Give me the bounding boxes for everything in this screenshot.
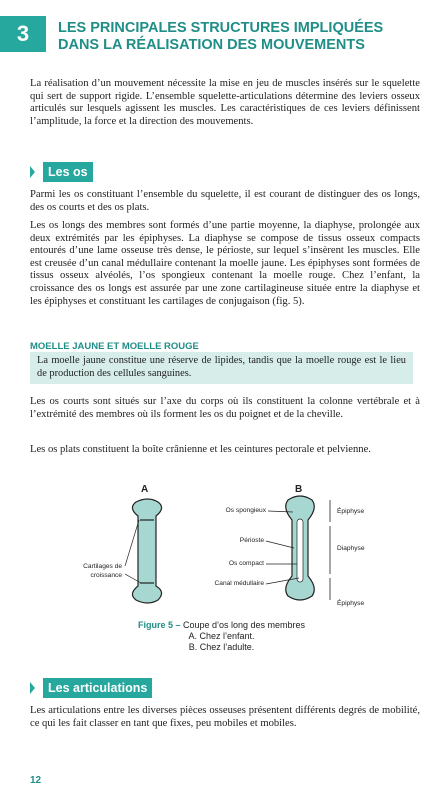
label-cartilages: Cartilages de croissance [83, 563, 122, 579]
label-canal-medullaire: Canal médullaire [214, 580, 264, 587]
os-paragraph-3: Les os courts sont situés sur l’axe du corps où ils constituent la colonne vertébrale et à l’extrémité des membres où ils forment les os du poignet et de la cheville. [30, 396, 420, 420]
chapter-title-line-1: LES PRINCIPALES STRUCTURES IMPLIQUÉES [58, 20, 384, 36]
os-paragraph-2: Les os longs des membres sont formés d’une partie moyenne, la diaphyse, prolongée aux deux extrémités par les épiphyses. La diaphyse se compose de tissus osseux compacts entourés d’une lame osseuse très dense, le périoste, sur lequel s’insèrent les muscles. Elle est creusée d’un canal médullaire contenant la moelle jaune. Les épiphyses sont formées de tissus osseux alvéolés, l’os spongieux contenant la moelle rouge. Chez l’enfant, la croissance des os longs est assurée par une zone cartilagineuse située entre la diaphyse et les épiphyses et constituant les cartilages de conjugaison (fig. 5). [30, 220, 420, 307]
info-box-title: MOELLE JAUNE ET MOELLE ROUGE [30, 341, 199, 352]
figure-letter-b: B [295, 484, 303, 495]
os-paragraph-4: Les os plats constituent la boîte crânienne et les ceintures pectorale et pelvienne. [30, 444, 371, 455]
figure-caption-lead: Figure 5 – [137, 620, 181, 630]
bone-child [125, 499, 162, 603]
figure-caption [0, 620, 443, 653]
section-heading-articulations-label: Les articulations [43, 678, 152, 698]
articulations-paragraph: Les articulations entre les diverses pièces osseuses présentent différents degrés de mobilité, ce qui les fait classer en tant que fixes, peu mobiles et mobiles. [30, 705, 420, 729]
os-paragraph-1: Parmi les os constituant l’ensemble du squelette, il est courant de distinguer des os longs, des os courts et des os plats. [30, 189, 420, 213]
figure-letter-a: A [141, 484, 149, 495]
chevron-right-icon [30, 682, 35, 694]
info-box: La moelle jaune constitue une réserve de lipides, tandis que la moelle rouge est le lieu de production des cellules sanguines. [30, 352, 413, 384]
figure-caption-title [0, 620, 443, 631]
bone-adult [266, 496, 330, 600]
label-os-compact: Os compact [228, 560, 264, 567]
figure-caption-text: Coupe d’os long des membres [180, 620, 306, 630]
label-diaphyse: Diaphyse [337, 545, 365, 552]
figure-caption-b: B. Chez l’adulte. [188, 642, 255, 652]
page-number: 12 [30, 775, 42, 786]
section-heading-articulations [30, 678, 152, 698]
figure-caption-a: A. Chez l’enfant. [188, 631, 255, 641]
label-perioste: Périoste [239, 537, 264, 544]
chapter-title-line-2: DANS LA RÉALISATION DES MOUVEMENTS [58, 37, 365, 53]
intro-paragraph: La réalisation d’un mouvement nécessite la mise en jeu de muscles insérés sur le squelette qui sert de support rigide. L’ensemble squelette-articulations détermine des leviers osseux articulés sur lesquels agissent les muscles. Les caractéristiques de ces leviers définissent l’amplitude, la force et la direction des mouvements. [30, 78, 420, 127]
chapter-number: 3 [0, 16, 46, 52]
section-heading-os-label: Les os [43, 162, 93, 182]
label-epiphyse-bottom: Épiphyse [337, 600, 365, 607]
label-os-spongieux: Os spongieux [225, 507, 266, 514]
label-epiphyse-top: Épiphyse [337, 508, 365, 515]
